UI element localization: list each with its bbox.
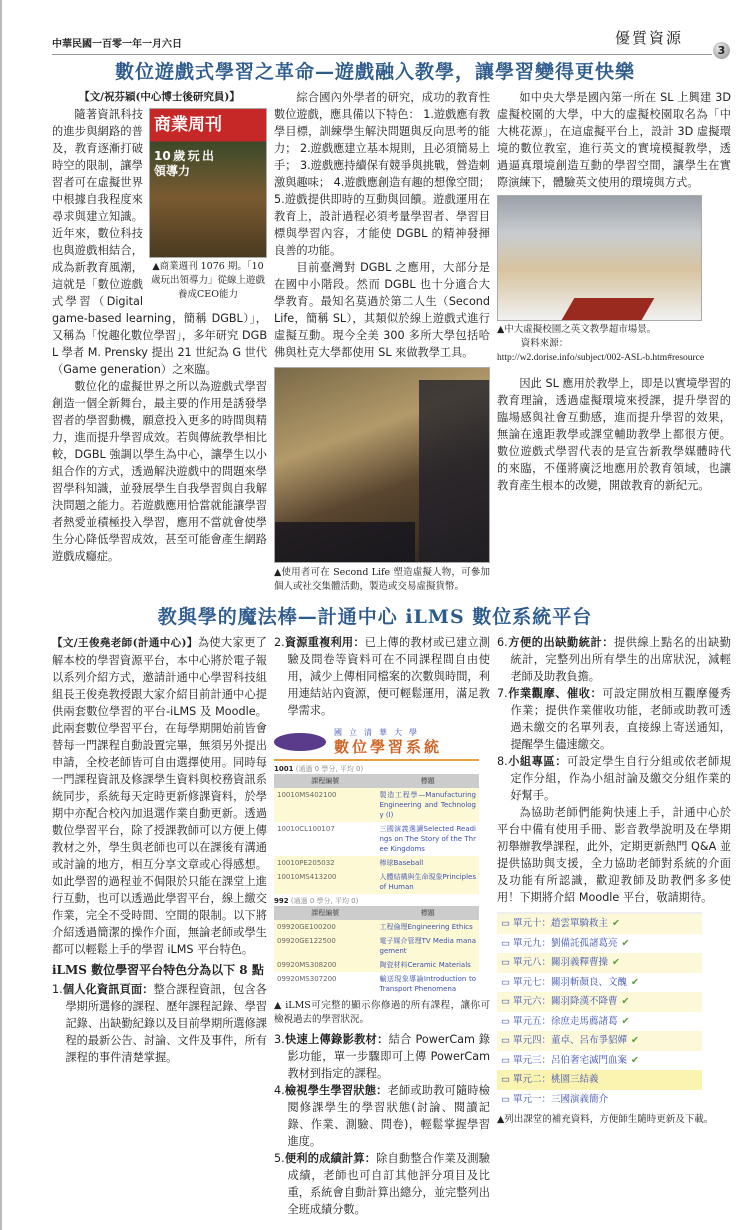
- article1-byline: 【文/祝芬穎(中心博士後研究員)】: [79, 91, 240, 103]
- article1-col2: [274, 89, 490, 594]
- article1-body: [52, 89, 734, 594]
- check-icon: ✔: [612, 957, 620, 968]
- campus-source-label: 資料來源：: [520, 338, 569, 349]
- closing-paragraph: 為協助老師們能夠快速上手，計通中心於平台中備有使用手冊、影音教學說明及在學期初舉辦教學課程，此外，定期更新熱門 Q&A 並提供協助與支援，全力協助老師對系統的介面及功能有所認識，歡迎教師及助教們多多使用！下期將介紹 Moodle 平台，敬請期待。: [497, 806, 731, 904]
- chat-panel: [275, 522, 415, 562]
- article2-title: 教與學的魔法棒—計通中心 iLMS 數位系統平台: [157, 606, 593, 628]
- feature-item: 7.作業觀摩、催收：可設定開放相互觀摩優秀作業；提供作業催收功能，老師或助教可透過未繳交的名單列表，直接線上寄送通知，提醒學生儘速繳交。: [497, 686, 731, 751]
- unit-item[interactable]: ▭ 單元五：徐庶走馬薦諸葛 ✔: [501, 1015, 630, 1027]
- paragraph: 數位化的虛擬世界之所以為遊戲式學習創造一個全新舞台，最主要的作用是誘發學習者的學習動機，願意投入更多的時間與精力，進而提升學習成效。若與傳統教學相比較，DGBL 強調以學生為中心，讓學生以小組合作的方式，透過解決遊戲中的問題來學習學科知識，並發展學生自我學習與自我解決問題之能力。若遊戲應用恰當就能讓學習者熱愛並積極投入學習，應用不當就會使學生分心降低學習成效，甚至可能會產生網路遊戲成癮症。: [52, 380, 267, 563]
- unit-item[interactable]: ▭ 單元六：關羽降漢不降曹 ✔: [497, 992, 702, 1012]
- course-table: 課程編號 標題 09920GE100200 工程倫理Engineering Ethics 09920GE122500 電子媒介管理TV Media management 09920MS308200 陶瓷材料Ceramic Materials 09920MS307200 輸送現象導論Introduction to Transport Phenomena: [274, 906, 479, 996]
- feature-item: 2.資源重複利用：已上傳的教材或已建立測驗及問卷等資料可在不同課程間自由使用，減少上傳相同檔案的次數與時間，利用連結站內資源，便可輕鬆運用，滿足教學需求。: [274, 635, 490, 717]
- table-row: 09920GE100200 工程倫理Engineering Ethics: [274, 920, 479, 934]
- article2-col2: [274, 634, 490, 1218]
- check-icon: ✔: [612, 918, 620, 929]
- page-number: 3: [713, 42, 730, 59]
- rug: [562, 298, 655, 320]
- second-life-screenshot: [274, 367, 490, 563]
- unit-item[interactable]: ▭ 單元四：董卓、呂布爭貂嬋 ✔: [497, 1031, 702, 1051]
- feature-item: 8.小組專區：可設定學生自行分組或依老師規定作分組，作為小組討論及繳交分組作業的好幫手。: [497, 754, 731, 802]
- ilms-caption: ▲ iLMS可完整的顯示你修過的所有課程，讓你可檢視過去的學習狀況。: [274, 1000, 490, 1025]
- logo-bottom-text: 數位學習系統: [334, 738, 443, 756]
- table-row: 09920MS308200 陶瓷材料Ceramic Materials: [274, 958, 479, 972]
- table-row: 10010MS413200 人體結構與生命現象Principles of Human: [274, 870, 479, 894]
- unit-list: [497, 912, 702, 1109]
- virtual-campus-supermarket-image: [497, 195, 702, 321]
- course-table: 課程編號 標題 10010MS402100 製造工程學—Manufacturing Engineering and Technology (I) 10010CL100107 三國演義選讀Selected Readings on The Story of the Three Kingdoms 10010PE205032 棒球Baseball 10010MS413200 人體結構與生命現象Principles of Human: [274, 774, 479, 894]
- units-caption: ▲列出課堂的補充資料，方便師生隨時更新及下載。: [497, 1114, 714, 1125]
- inventory-panel: [419, 380, 489, 562]
- article1-col1: [52, 89, 267, 565]
- page-header: [52, 28, 726, 57]
- paragraph: 因此 SL 應用於教學上，即是以實境學習的教育理論，透過虛擬環境來授課，提升學習的臨場感與社會互動感，進而提升學習的效果，無論在遠距教學或課堂輔助教學上都很方便。數位遊戲式學習代表的是宣告新教學媒體時代的來臨，不僅將廣泛地應用於教育領域，也讓教育產生根本的改變，開啟教育的新紀元。: [497, 377, 731, 492]
- article1-col3: [497, 89, 731, 494]
- feature-item: 6.方便的出缺勤統計：提供線上點名的出缺勤統計，完整列出所有學生的出席狀況，減輕老師及助教負擔。: [497, 635, 731, 683]
- magazine-masthead: 商業周刊: [154, 115, 222, 135]
- table-row: 10010CL100107 三國演義選讀Selected Readings on The Story of the Three Kingdoms: [277, 825, 476, 853]
- term-label: 992 (通過 0 學分, 平均 0): [274, 897, 359, 905]
- campus-source-url[interactable]: http://w2.dorise.info/subject/002-ASL-b.htm#resource: [497, 353, 705, 363]
- unit-item[interactable]: ▭ 單元八：關羽義釋曹操 ✔: [497, 953, 702, 973]
- page-edge: [0, 0, 2, 1230]
- magazine-cover-image: [149, 108, 267, 258]
- paragraph: 綜合國內外學者的研究，成功的教育性數位遊戲，應具備以下特色： 1.遊戲應有教學目標，訓練學生解決問題與反向思考的能力； 2.遊戲應建立基本規則，且必須簡易上手； 3.遊戲應持續保有競爭與挑戰，營造刺激與趣味； 4.遊戲應創造有趣的想像空間； 5.遊戲提供即時的互動與回饋。遊戲運用在教育上，設計過程必須考量學習者、學習目標與學習內容，才能使 DGBL 的精神發揮良善的功能。: [274, 91, 490, 257]
- campus-caption: ▲中大虛擬校園之英文教學超市場景。: [497, 324, 657, 335]
- nthu-logo-icon: [274, 733, 326, 751]
- article2-body: [52, 634, 734, 1218]
- ilms-screenshot: [274, 727, 479, 996]
- article2-col3: [497, 634, 731, 1127]
- paragraph: 目前臺灣對 DGBL 之應用，大部分是在國中小階段。然而 DGBL 也十分適合大學教育。最知名莫過於第二人生（Second Life，簡稱 SL），其類似於線上遊戲式進行虛擬互動。現今全美 300 多所大學包括哈佛與杜克大學都使用 SL 來做教學工具。: [274, 261, 490, 359]
- ilms-logo: [274, 727, 479, 761]
- feature-item: 1.個人化資訊頁面：整合課程資訊，包含各學期所選修的課程、歷年課程記錄、學習記錄、出缺勤紀錄以及目前學期所選修課程的最新公告、討論、文件及事件，所有課程的事件清楚掌握。: [52, 982, 267, 1064]
- feature-item: 3.快速上傳錄影教材：結合 PowerCam 錄影功能，單一步驟即可上傳 PowerCam 教材到指定的課程。: [274, 1032, 490, 1080]
- paragraph: 隨著資訊科技的進步與網路的普及，教育逐漸打破時空的限制，讓學習者可在虛擬世界中根據自我程度來尋求與建立知識。近年來，數位科技也與遊戲相結合，成為新教育風潮，這就是「數位遊戲式學習（Digital game-based learning，簡稱 DGBL）」，又稱為「悅趣化數位學習」，多年研究 DGBL 學者 M. Prensky 提出 21 世紀為 G 世代（Game generation）之來臨。: [52, 108, 267, 376]
- table-row: 09920GE122500 電子媒介管理TV Media management: [274, 934, 479, 958]
- paragraph: 如中央大學是國內第一所在 SL 上興建 3D 虛擬校園的大學，中大的虛擬校園取名為「中大桃花源」，在這虛擬平台上，設計 3D 虛擬環境的數位教室，進行英文的實境模擬教學，透過逼真環境創造互動的學習空間，讓學生在實際演練下，體驗英文使用的環境與方式。: [497, 91, 731, 189]
- unit-item[interactable]: ▭ 單元九：劉備託孤諸葛亮 ✔: [501, 937, 630, 949]
- feature-item: 5.便利的成績計算：除自動整合作業及測驗成績，老師也可自訂其他評分項目及比重，系統會自動計算出總分，並完整列出全班成績分數。: [274, 1151, 490, 1216]
- second-life-caption: ▲使用者可在 Second Life 塑造虛擬人物，可參加個人或社交集體活動，製造或交易虛擬貨幣。: [274, 567, 490, 592]
- unit-item[interactable]: ▭ 單元十：趙雲單騎救主 ✔: [497, 914, 702, 934]
- table-row: 10010MS402100 製造工程學—Manufacturing Engineering and Technology (I): [274, 788, 479, 822]
- unit-item[interactable]: ▭ 單元一：三國演義簡介: [497, 1090, 702, 1110]
- issue-date: 中華民國一百零一年一月六日: [52, 39, 182, 50]
- article2-byline: 【文/王俊堯老師(計通中心)】: [52, 637, 198, 649]
- features-heading: iLMS 數位學習平台特色分為以下 8 點: [52, 963, 264, 977]
- table-row: 10010PE205032 棒球Baseball: [274, 856, 479, 870]
- unit-item[interactable]: ▭ 單元七：關羽斬顏良、文醜 ✔: [501, 976, 639, 988]
- logo-top-text: 國立清華大學: [334, 728, 424, 737]
- article1-title: 數位遊戲式學習之革命—遊戲融入教學，讓學習變得更快樂: [114, 61, 635, 83]
- check-icon: ✔: [631, 1054, 639, 1066]
- article2-intro: [52, 634, 267, 958]
- magazine-figure: [149, 108, 267, 302]
- check-icon: ✔: [621, 996, 630, 1007]
- intro-text: 為使大家更了解本校的學習資源平台，本中心將於電子報以系列介紹方式，邀請計通中心學習科技組組長王俊堯教授跟大家介紹目前計通中心提供兩套數位學習的平台-iLMS 及 Moodle。此兩套數位學習平台，在每學期開始前皆會替每一門課程自動設置完畢，無須另外提出申請，全校老師皆可自由選擇使用。同時每一門課程資訊及修課學生資料與校務資訊系統同步，系統每天定時更新修課資料，於學期中亦配合校內加退選作業自動更新。透過數位學習平台，除了授課教師可以方便上傳教材之外，學生與老師也可以在課後有溝通或討論的地方，相互分享文章或心得感想。如此學習的過程並不侷限於只能在課堂上進行互動，也可以透過此學習平台，線上繳交作業，完全不受時間、空間的限制。以下將介紹透過簡潔的操作介面，無論老師或學生都可以輕鬆上手的學習 iLMS 平台特色。: [52, 636, 267, 956]
- check-icon: ✔: [631, 1035, 639, 1046]
- check-icon: ✔: [631, 976, 639, 988]
- check-icon: ✔: [621, 1015, 630, 1027]
- check-icon: ✔: [621, 937, 630, 949]
- magazine-caption: ▲商業週刊 1076 期。「10歲玩出領導力」從線上遊戲養成CEO能力: [150, 261, 265, 300]
- feature-item: 4.檢視學生學習狀態：老師或助教可隨時檢閱修課學生的學習狀態(討論、閱讀記錄、作業、測驗、問卷)，輕鬆掌握學習進度。: [274, 1083, 490, 1148]
- unit-item[interactable]: ▭ 單元三：呂伯奢宅滅門血案 ✔: [501, 1054, 639, 1066]
- section-name: 優質資源: [615, 29, 684, 47]
- table-row: 09920MS307200 輸送現象導論Introduction to Transport Phenomena: [277, 975, 476, 993]
- unit-item[interactable]: ▭ 單元二：桃園三結義: [497, 1070, 702, 1090]
- term-label: 1001 (通過 0 學分, 平均 0): [274, 765, 364, 773]
- magazine-headline: 10歲玩出領導力: [154, 149, 214, 178]
- article2-col1: [52, 634, 267, 1066]
